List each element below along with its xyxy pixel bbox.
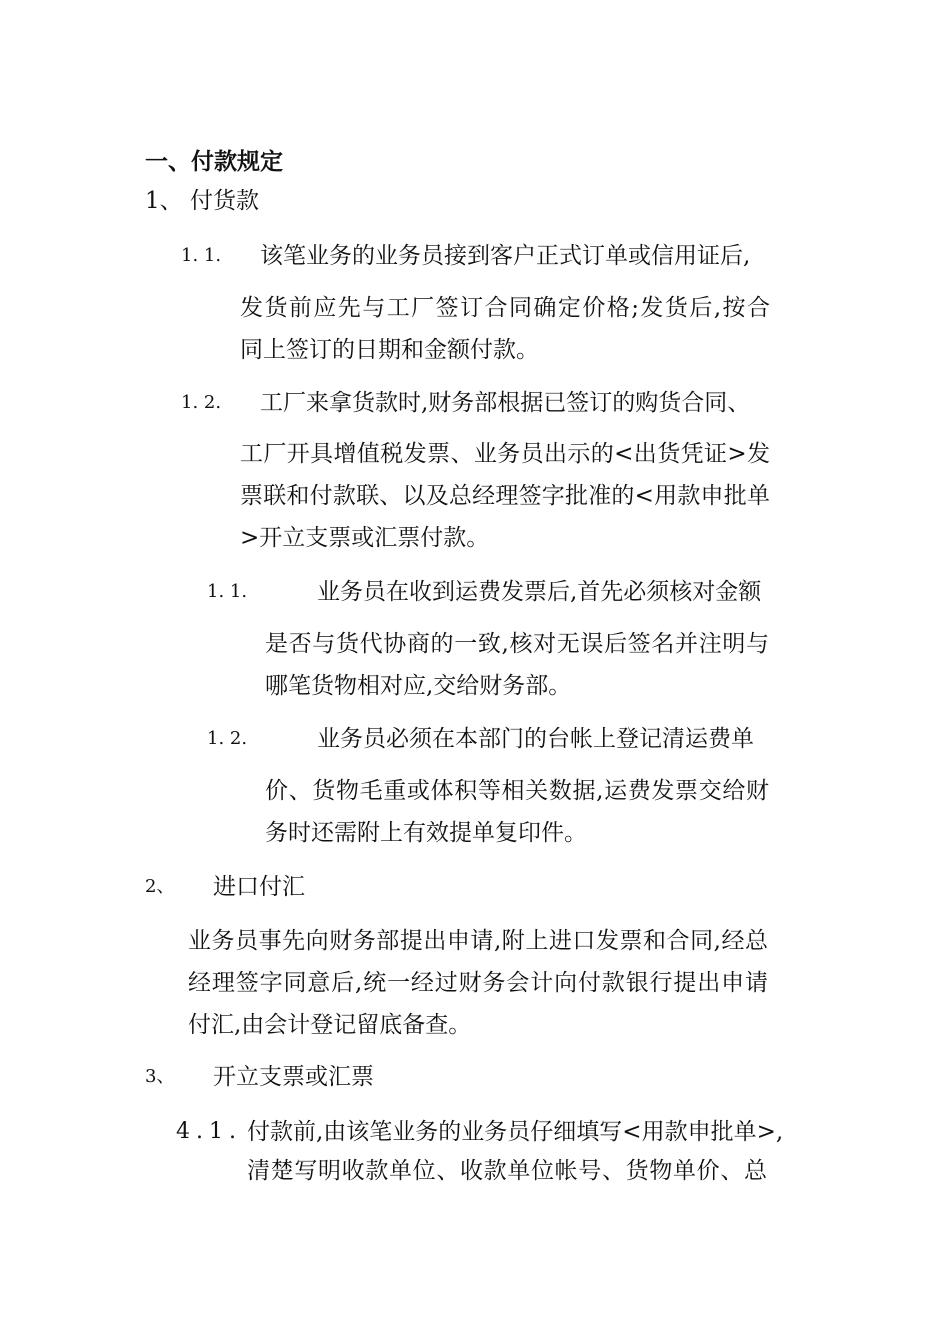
item-1-2-line-3: 票联和付款联、以及总经理签字批准的<用款申批单 <box>240 483 770 509</box>
item-1-2-line-2: 工厂开具增值税发票、业务员出示的<出货凭证>发 <box>240 441 770 467</box>
section-1-title: 付货款 <box>190 188 259 214</box>
item-1-2-line-1: 工厂来拿货款时,财务部根据已签订的购货合同、 <box>260 390 751 416</box>
item-1-1-number: 1. 1. <box>181 245 222 266</box>
subitem-1-1-line-3: 哪笔货物相对应,交给财务部。 <box>265 673 572 699</box>
subitem-1-2-line-1: 业务员必须在本部门的台帐上登记清运费单 <box>317 726 754 752</box>
item-4-1-line-1: 付款前,由该笔业务的业务员仔细填写<用款申批单>, <box>247 1119 784 1145</box>
section-2-line-3: 付汇,由会计登记留底备查。 <box>188 1012 472 1038</box>
subitem-1-2-line-3: 务时还需附上有效提单复印件。 <box>265 820 587 846</box>
item-1-2-number: 1. 2. <box>181 392 222 413</box>
item-4-1-line-2: 清楚写明收款单位、收款单位帐号、货物单价、总 <box>247 1158 767 1184</box>
section-1-number: 1、 <box>145 188 183 214</box>
subitem-1-1-line-2: 是否与货代协商的一致,核对无误后签名并注明与 <box>265 631 769 657</box>
section-2-line-2: 经理签字同意后,统一经过财务会计向付款银行提出申请 <box>188 970 768 996</box>
item-1-1-line-2: 发货前应先与工厂签订合同确定价格;发货后,按合 <box>240 295 770 321</box>
subitem-1-2-line-2: 价、货物毛重或体积等相关数据,运费发票交给财 <box>265 778 769 804</box>
subitem-1-1-line-1: 业务员在收到运费发票后,首先必须核对金额 <box>317 579 762 605</box>
item-1-1-line-1: 该笔业务的业务员接到客户正式订单或信用证后, <box>260 243 751 269</box>
subitem-1-2-number: 1. 2. <box>207 728 248 749</box>
item-1-1-line-3: 同上签订的日期和金额付款。 <box>240 337 539 363</box>
section-2-line-1: 业务员事先向财务部提出申请,附上进口发票和合同,经总 <box>188 928 768 954</box>
item-1-2-line-4: >开立支票或汇票付款。 <box>240 525 490 551</box>
item-4-1-number: 4.1. <box>176 1119 242 1144</box>
section-2-number: 2、 <box>145 876 175 897</box>
section-2-title: 进口付汇 <box>213 874 305 900</box>
subitem-1-1-number: 1. 1. <box>207 581 248 602</box>
section-3-title: 开立支票或汇票 <box>213 1064 374 1090</box>
section-3-number: 3、 <box>145 1066 175 1087</box>
section-heading: 一、付款规定 <box>145 148 283 175</box>
